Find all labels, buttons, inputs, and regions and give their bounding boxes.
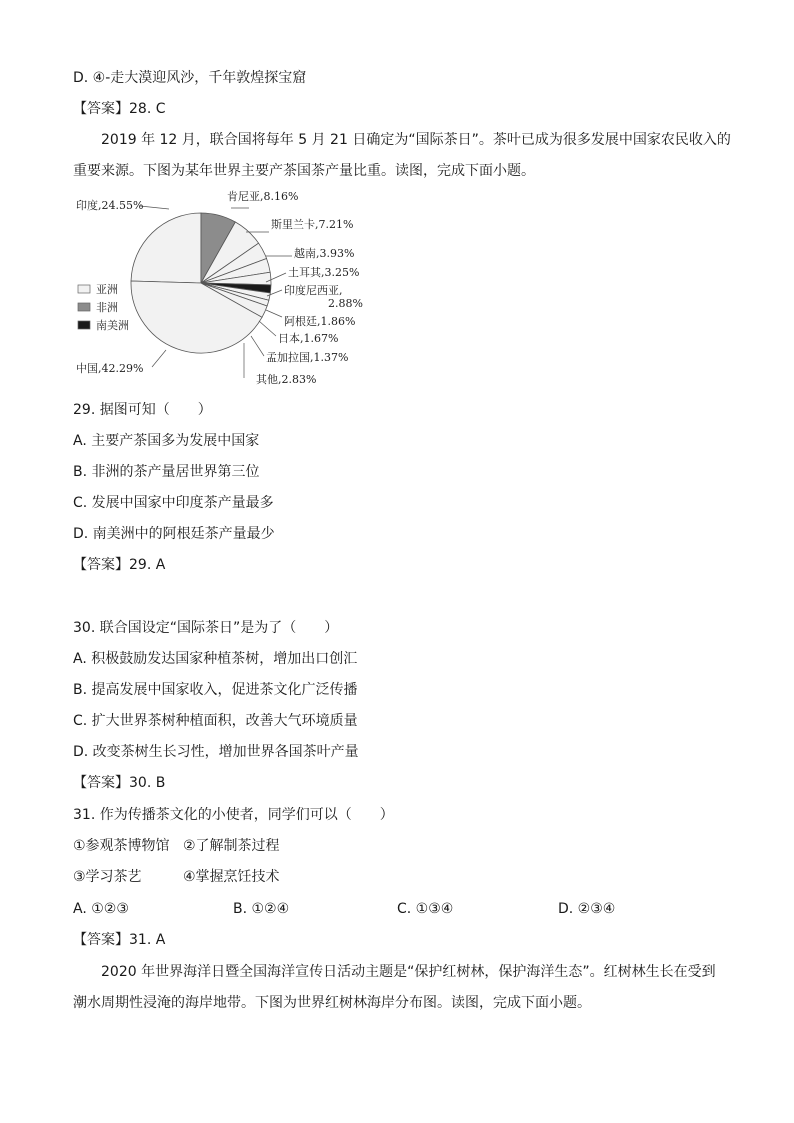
q31-item-1: ①参观茶博物馆 — [73, 838, 170, 854]
label-bangladesh: 孟加拉国,1.37% — [266, 351, 349, 364]
intro-line-1: 2019 年 12 月，联合国将每年 5 月 21 日确定为“国际茶日”。茶叶已成为很多发展中国家农民收入的 — [101, 132, 731, 148]
answer-31: 【答案】31. A — [73, 932, 166, 948]
q30-option-a: A. 积极鼓励发达国家种植茶树，增加出口创汇 — [73, 651, 358, 667]
q29-option-b: B. 非洲的茶产量居世界第三位 — [73, 464, 260, 480]
tea-production-pie-chart — [66, 186, 386, 396]
legend-swatch-asia — [78, 285, 90, 293]
outro-line-2: 潮水周期性浸淹的海岸地带。下图为世界红树林海岸分布图。读图，完成下面小题。 — [73, 995, 591, 1011]
q31-stem: 31. 作为传播茶文化的小使者，同学们可以（ ） — [73, 807, 394, 823]
q29-option-d: D. 南美洲中的阿根廷茶产量最少 — [73, 526, 275, 542]
label-kenya: 肯尼亚,8.16% — [227, 190, 299, 203]
q31-item-4: ④掌握烹饪技术 — [183, 869, 280, 885]
q29-stem: 29. 据图可知（ ） — [73, 402, 212, 418]
q31-item-3: ③学习茶艺 — [73, 869, 142, 885]
q30-option-b: B. 提高发展中国家收入，促进茶文化广泛传播 — [73, 682, 358, 698]
q31-option-b: B. ①②④ — [233, 901, 290, 917]
label-japan: 日本,1.67% — [278, 332, 339, 345]
legend-swatch-south-america — [78, 321, 90, 329]
label-india: 印度,24.55% — [76, 199, 144, 212]
label-turkey: 土耳其,3.25% — [288, 266, 360, 279]
label-other: 其他,2.83% — [256, 373, 317, 386]
q31-option-d: D. ②③④ — [558, 901, 616, 917]
q29-option-c: C. 发展中国家中印度茶产量最多 — [73, 495, 274, 511]
q30-stem: 30. 联合国设定“国际茶日”是为了（ ） — [73, 620, 339, 636]
legend-south-america: 南美洲 — [96, 319, 129, 332]
label-indonesia-value: 2.88% — [328, 297, 363, 310]
q31-item-2: ②了解制茶过程 — [183, 838, 280, 854]
q31-option-c: C. ①③④ — [397, 901, 454, 917]
legend-swatch-africa — [78, 303, 90, 311]
label-vietnam: 越南,3.93% — [294, 247, 355, 260]
label-srilanka: 斯里兰卡,7.21% — [271, 218, 354, 231]
q30-option-d: D. 改变茶树生长习性，增加世界各国茶叶产量 — [73, 744, 359, 760]
pie-slice-0 — [131, 213, 201, 283]
q29-option-a: A. 主要产茶国多为发展中国家 — [73, 433, 260, 449]
outro-line-1: 2020 年世界海洋日暨全国海洋宣传日活动主题是“保护红树林，保护海洋生态”。红树林生长在受到 — [101, 964, 716, 980]
label-china: 中国,42.29% — [76, 362, 144, 375]
q31-option-a: A. ①②③ — [73, 901, 129, 917]
label-indonesia: 印度尼西亚, — [284, 284, 343, 297]
intro-line-2: 重要来源。下图为某年世界主要产茶国茶产量比重。读图，完成下面小题。 — [73, 163, 535, 179]
answer-30: 【答案】30. B — [73, 775, 166, 791]
legend-asia: 亚洲 — [96, 283, 118, 296]
legend-africa: 非洲 — [96, 301, 118, 314]
q30-option-c: C. 扩大世界茶树种植面积，改善大气环境质量 — [73, 713, 358, 729]
label-argentina: 阿根廷,1.86% — [284, 315, 356, 328]
answer-29: 【答案】29. A — [73, 557, 166, 573]
answer-28: 【答案】28. C — [73, 101, 166, 117]
q27-option-d: D. ④-走大漠迎风沙，千年敦煌探宝窟 — [73, 70, 307, 86]
